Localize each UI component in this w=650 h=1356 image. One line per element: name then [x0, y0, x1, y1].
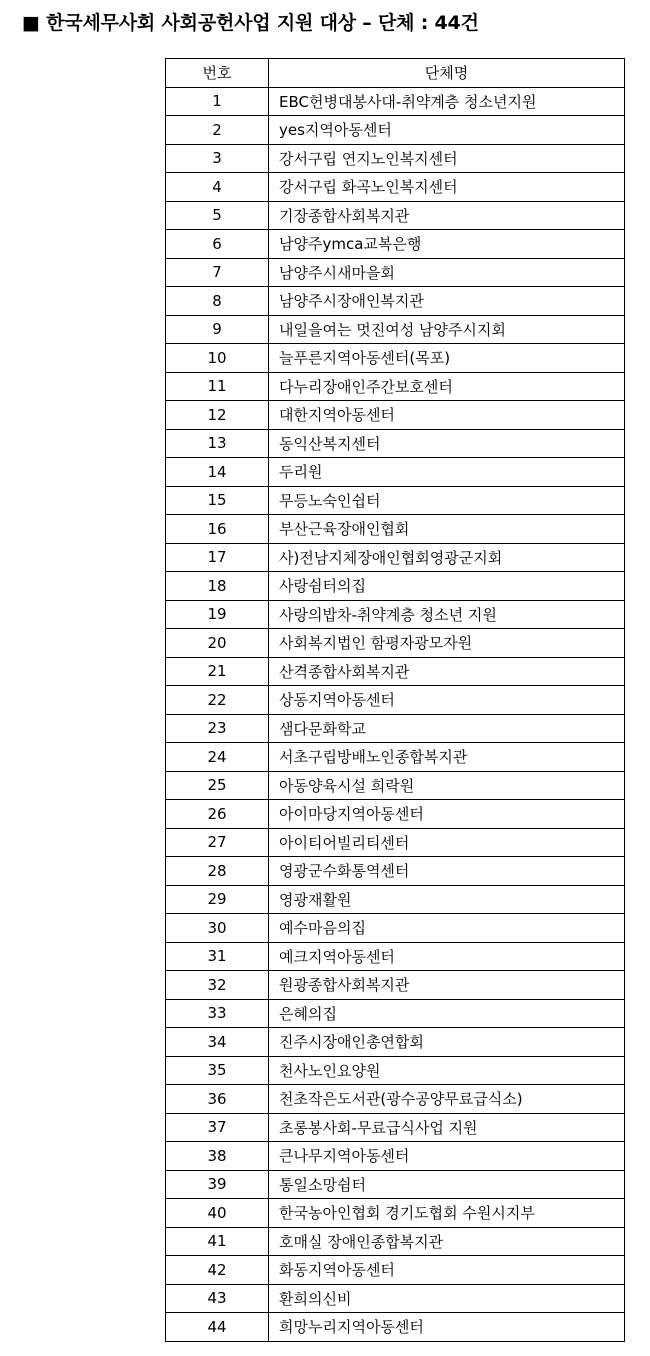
row-number: 40 — [166, 1199, 269, 1228]
organization-name: 사회복지법인 함평자광모자원 — [269, 629, 625, 658]
organization-name: 남양주시새마을회 — [269, 258, 625, 287]
table-row — [166, 315, 625, 344]
row-number: 37 — [166, 1113, 269, 1142]
organization-name: 천사노인요양원 — [269, 1056, 625, 1085]
organization-name: 기장종합사회복지관 — [269, 201, 625, 230]
table-row — [166, 657, 625, 686]
row-number: 35 — [166, 1056, 269, 1085]
table-row — [166, 771, 625, 800]
row-number: 14 — [166, 458, 269, 487]
table-header-row — [166, 59, 625, 88]
organization-name: 상동지역아동센터 — [269, 686, 625, 715]
row-number: 17 — [166, 543, 269, 572]
table-row — [166, 401, 625, 430]
organization-name: 두리원 — [269, 458, 625, 487]
row-number: 1 — [166, 87, 269, 116]
organization-name: 천초작은도서관(광수공양무료급식소) — [269, 1085, 625, 1114]
organization-name: 무등노숙인쉽터 — [269, 486, 625, 515]
page-title: ■ 한국세무사회 사회공헌사업 지원 대상 – 단체 : 44건 — [22, 12, 479, 34]
table-row — [166, 173, 625, 202]
organization-name: 희망누리지역아동센터 — [269, 1313, 625, 1342]
table-row — [166, 1313, 625, 1342]
row-number: 29 — [166, 885, 269, 914]
row-number: 19 — [166, 600, 269, 629]
organization-name: 동익산복지센터 — [269, 429, 625, 458]
organization-name: 강서구립 화곡노인복지센터 — [269, 173, 625, 202]
table-row — [166, 201, 625, 230]
table-row — [166, 942, 625, 971]
table-row — [166, 714, 625, 743]
organization-name: 사랑의밥차-취약계층 청소년 지원 — [269, 600, 625, 629]
row-number: 41 — [166, 1227, 269, 1256]
organization-name: 남양주시장애인복지관 — [269, 287, 625, 316]
row-number: 22 — [166, 686, 269, 715]
table-body — [166, 87, 625, 1341]
table-row — [166, 828, 625, 857]
organization-name: 영광재활원 — [269, 885, 625, 914]
table-row — [166, 1227, 625, 1256]
organization-name: 내일을여는 멋진여성 남양주시지회 — [269, 315, 625, 344]
row-number: 7 — [166, 258, 269, 287]
table-row — [166, 629, 625, 658]
row-number: 15 — [166, 486, 269, 515]
table-row — [166, 885, 625, 914]
table-row — [166, 1113, 625, 1142]
table-row — [166, 1199, 625, 1228]
row-number: 20 — [166, 629, 269, 658]
row-number: 26 — [166, 800, 269, 829]
row-number: 11 — [166, 372, 269, 401]
table-row — [166, 1028, 625, 1057]
row-number: 36 — [166, 1085, 269, 1114]
row-number: 6 — [166, 230, 269, 259]
organization-name: yes지역아동센터 — [269, 116, 625, 145]
table-row — [166, 486, 625, 515]
organization-name: 사랑쉼터의집 — [269, 572, 625, 601]
table-row — [166, 1284, 625, 1313]
organization-name: 강서구립 연지노인복지센터 — [269, 144, 625, 173]
row-number: 3 — [166, 144, 269, 173]
organization-name: 영광군수화통역센터 — [269, 857, 625, 886]
organization-name: 예수마음의집 — [269, 914, 625, 943]
row-number: 42 — [166, 1256, 269, 1285]
organization-name: 남양주ymca교복은행 — [269, 230, 625, 259]
table-row — [166, 144, 625, 173]
organization-name: 큰나무지역아동센터 — [269, 1142, 625, 1171]
organization-name: 초롱봉사회-무료급식사업 지원 — [269, 1113, 625, 1142]
organization-name: 아이티어빌리티센터 — [269, 828, 625, 857]
table-row — [166, 857, 625, 886]
row-number: 33 — [166, 999, 269, 1028]
table-row — [166, 230, 625, 259]
row-number: 44 — [166, 1313, 269, 1342]
organization-name: 환희의신비 — [269, 1284, 625, 1313]
column-header-number: 번호 — [166, 59, 269, 88]
table-row — [166, 515, 625, 544]
table-row — [166, 743, 625, 772]
table-row — [166, 458, 625, 487]
table-row — [166, 258, 625, 287]
organization-name: 화동지역아동센터 — [269, 1256, 625, 1285]
row-number: 16 — [166, 515, 269, 544]
row-number: 2 — [166, 116, 269, 145]
row-number: 28 — [166, 857, 269, 886]
organization-name: 원광종합사회복지관 — [269, 971, 625, 1000]
organization-table — [165, 58, 625, 1342]
organization-name: 사)전남지체장애인협회영광군지회 — [269, 543, 625, 572]
row-number: 21 — [166, 657, 269, 686]
row-number: 24 — [166, 743, 269, 772]
organization-name: 서초구립방배노인종합복지관 — [269, 743, 625, 772]
row-number: 31 — [166, 942, 269, 971]
row-number: 27 — [166, 828, 269, 857]
row-number: 4 — [166, 173, 269, 202]
row-number: 34 — [166, 1028, 269, 1057]
table-row — [166, 1056, 625, 1085]
row-number: 9 — [166, 315, 269, 344]
organization-name: 은혜의집 — [269, 999, 625, 1028]
table-row — [166, 543, 625, 572]
organization-name: 산격종합사회복지관 — [269, 657, 625, 686]
table-row — [166, 344, 625, 373]
organization-name: 호매실 장애인종합복지관 — [269, 1227, 625, 1256]
row-number: 12 — [166, 401, 269, 430]
table-row — [166, 429, 625, 458]
table-row — [166, 1256, 625, 1285]
row-number: 8 — [166, 287, 269, 316]
row-number: 13 — [166, 429, 269, 458]
organization-name: 아동양육시설 희락원 — [269, 771, 625, 800]
row-number: 30 — [166, 914, 269, 943]
row-number: 5 — [166, 201, 269, 230]
table-row — [166, 971, 625, 1000]
row-number: 23 — [166, 714, 269, 743]
table-row — [166, 572, 625, 601]
organization-name: 예크지역아동센터 — [269, 942, 625, 971]
organization-name: 늘푸른지역아동센터(목포) — [269, 344, 625, 373]
table-row — [166, 800, 625, 829]
organization-name: 아이마당지역아동센터 — [269, 800, 625, 829]
table-row — [166, 600, 625, 629]
organization-name: 다누리장애인주간보호센터 — [269, 372, 625, 401]
table-row — [166, 287, 625, 316]
row-number: 43 — [166, 1284, 269, 1313]
column-header-org-name: 단체명 — [269, 59, 625, 88]
row-number: 38 — [166, 1142, 269, 1171]
row-number: 39 — [166, 1170, 269, 1199]
organization-name: 한국농아인협회 경기도협회 수원시지부 — [269, 1199, 625, 1228]
organization-name: EBC헌병대봉사대-취약계층 청소년지원 — [269, 87, 625, 116]
organization-name: 대한지역아동센터 — [269, 401, 625, 430]
table-row — [166, 87, 625, 116]
table-row — [166, 686, 625, 715]
table-row — [166, 116, 625, 145]
table-row — [166, 999, 625, 1028]
row-number: 10 — [166, 344, 269, 373]
table-row — [166, 914, 625, 943]
organization-name: 부산근육장애인협회 — [269, 515, 625, 544]
row-number: 32 — [166, 971, 269, 1000]
row-number: 25 — [166, 771, 269, 800]
row-number: 18 — [166, 572, 269, 601]
organization-name: 통일소망쉼터 — [269, 1170, 625, 1199]
table-row — [166, 1142, 625, 1171]
organization-name: 진주시장애인총연합회 — [269, 1028, 625, 1057]
organization-name: 샘다문화학교 — [269, 714, 625, 743]
table-row — [166, 1085, 625, 1114]
table-row — [166, 1170, 625, 1199]
table-row — [166, 372, 625, 401]
